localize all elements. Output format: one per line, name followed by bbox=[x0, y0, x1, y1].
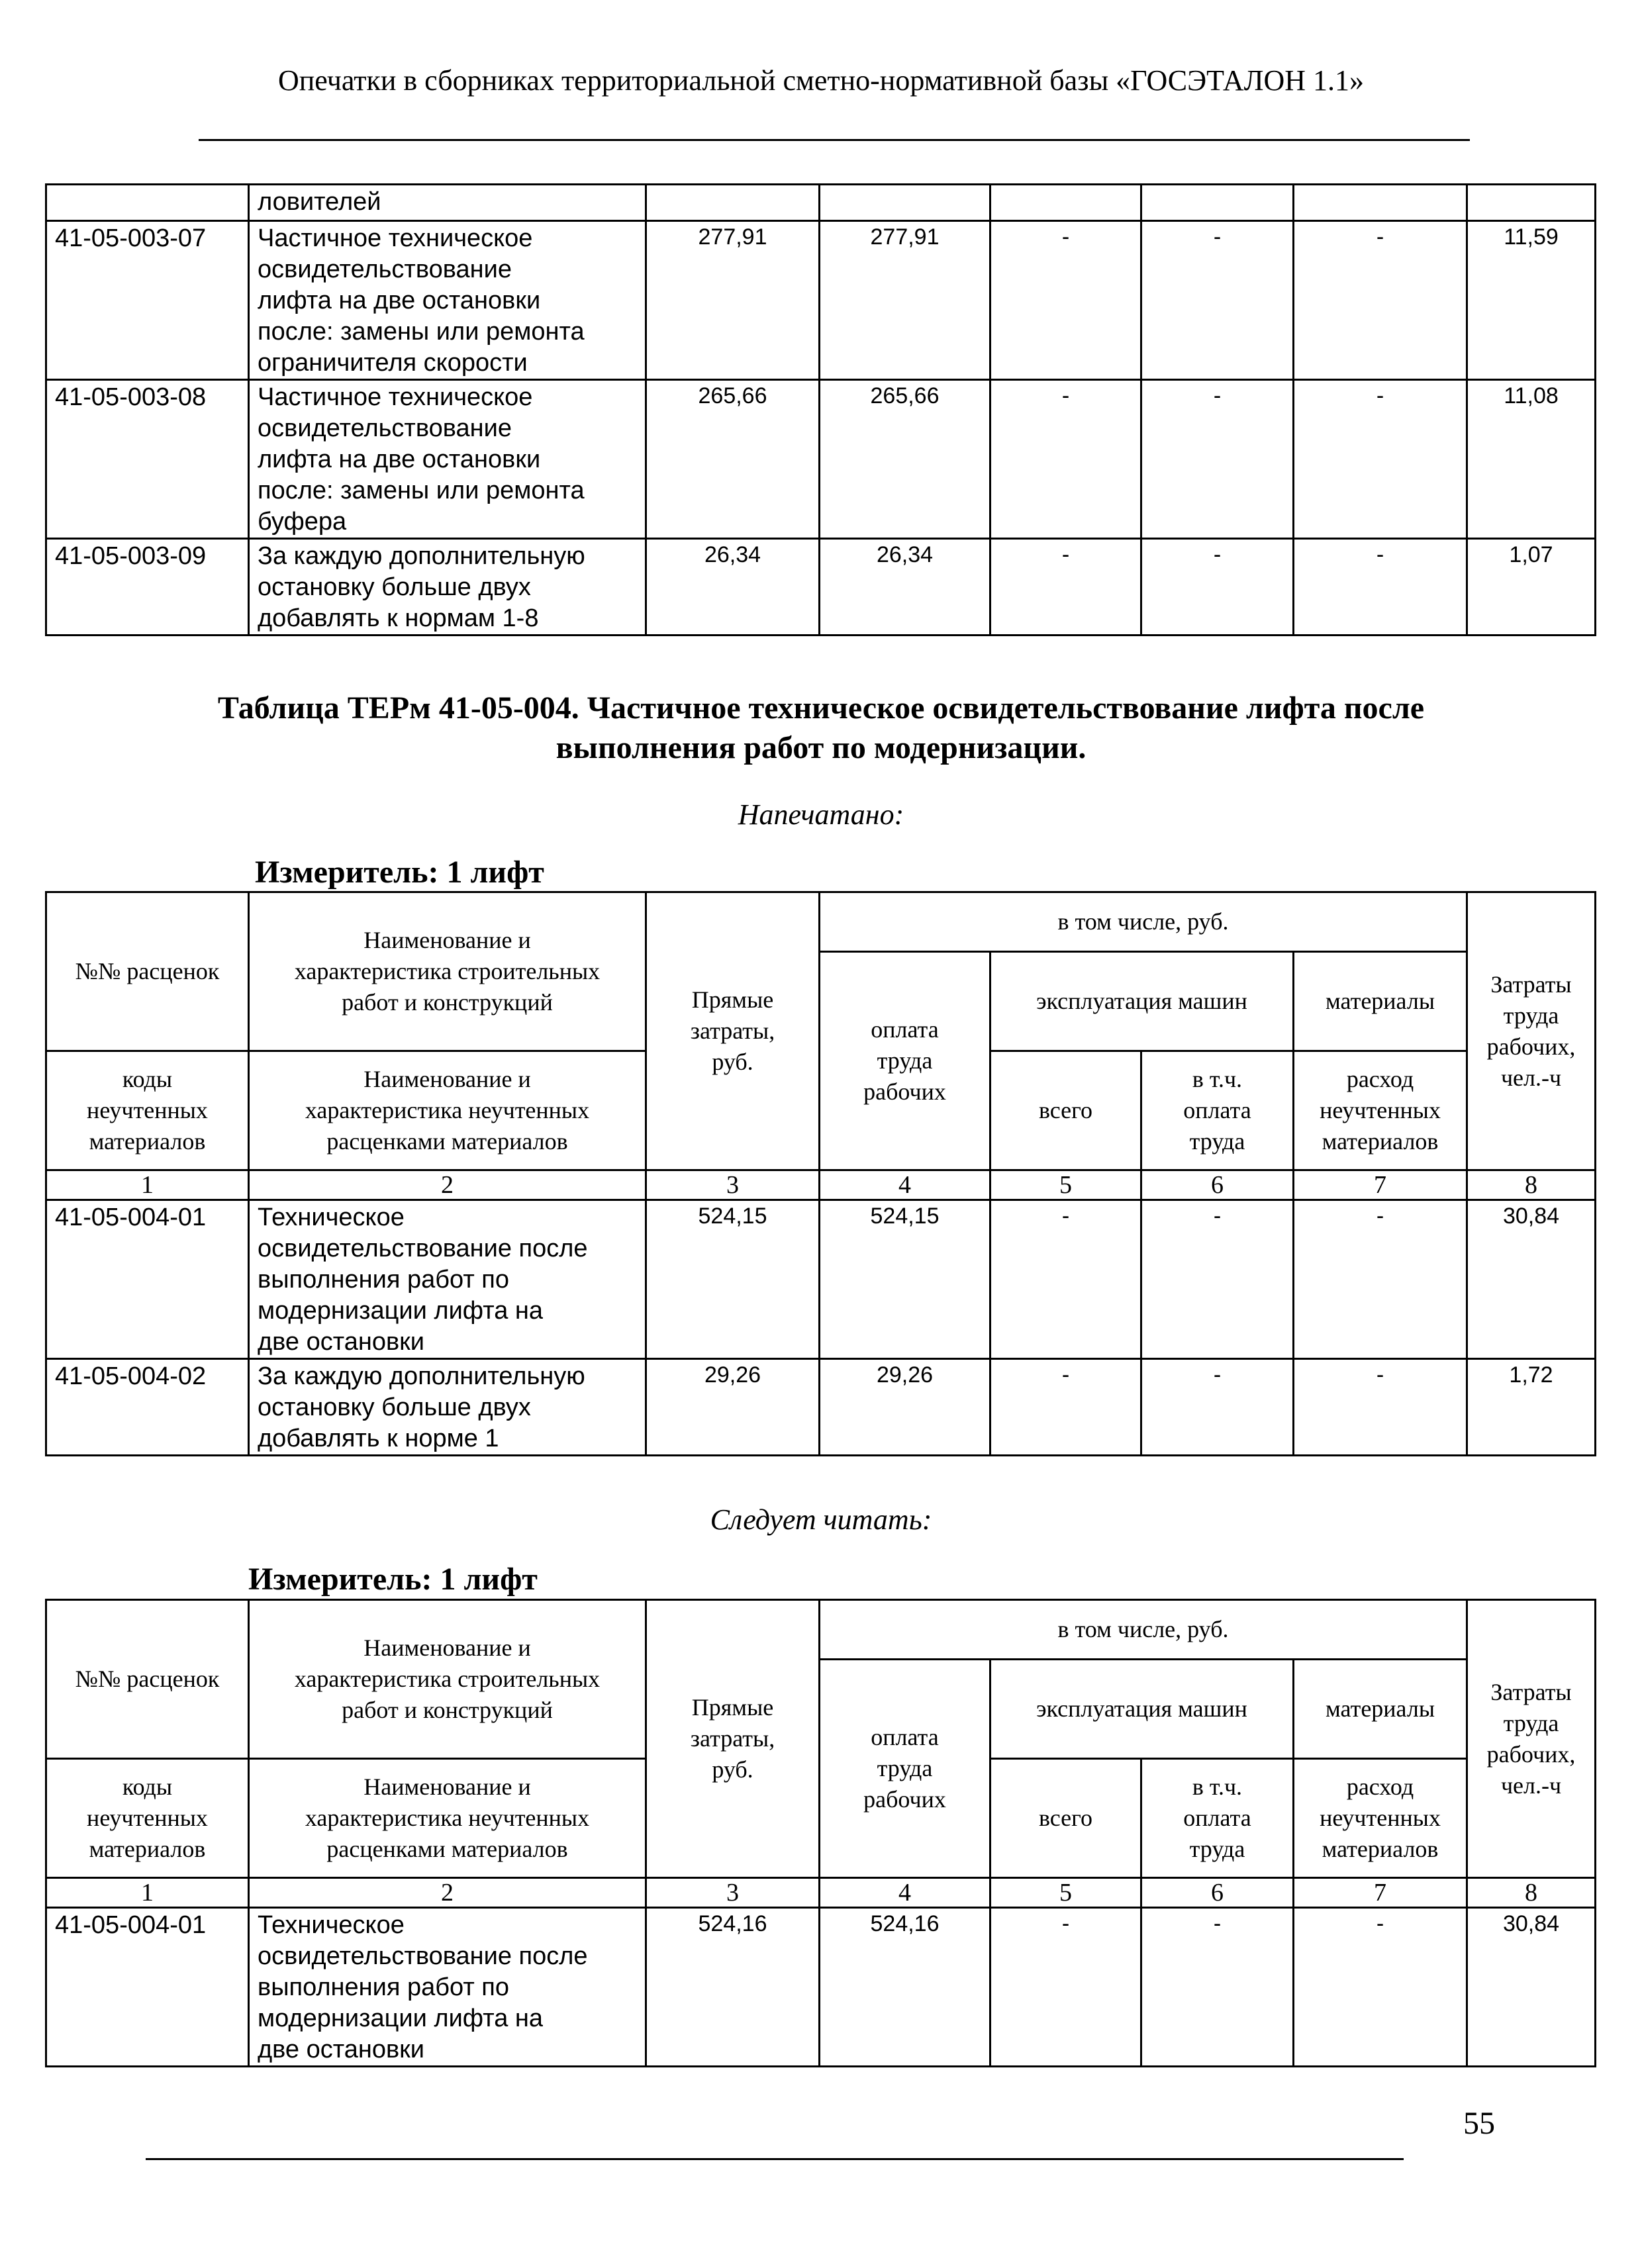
header-mat-usage: расход неучтенных материалов bbox=[1294, 1051, 1467, 1170]
header-mat-usage: расход неучтенных материалов bbox=[1294, 1759, 1467, 1878]
machines-labor: - bbox=[1141, 221, 1294, 380]
materials: - bbox=[1294, 539, 1467, 636]
footer-divider bbox=[146, 2158, 1404, 2160]
table-row bbox=[46, 1908, 1596, 2067]
direct-cost: 524,16 bbox=[646, 1908, 820, 2067]
rate-code: 41-05-003-07 bbox=[55, 224, 207, 252]
header-labor-hours: Затраты труда рабочих, чел.-ч bbox=[1467, 892, 1596, 1170]
machines-labor: - bbox=[1141, 1908, 1294, 2067]
direct-cost: 265,66 bbox=[646, 380, 820, 539]
header-codes: №№ расценок bbox=[46, 1600, 249, 1759]
labor-pay: 524,16 bbox=[820, 1908, 990, 2067]
materials: - bbox=[1294, 1359, 1467, 1456]
table-row bbox=[46, 185, 1596, 221]
header-name: Наименование и характеристика строительных работ и конструкций bbox=[249, 1600, 646, 1759]
header-materials: материалы bbox=[1294, 1660, 1467, 1759]
labor-pay: 524,15 bbox=[820, 1200, 990, 1359]
labor-hours: 30,84 bbox=[1467, 1908, 1596, 2067]
work-name: Техническое освидетельствование после выполнения работ по модернизации лифта на две остановки bbox=[258, 1911, 588, 2063]
labor-pay: 26,34 bbox=[820, 539, 990, 636]
machines-labor: - bbox=[1141, 380, 1294, 539]
labor-hours: 1,72 bbox=[1467, 1359, 1596, 1456]
corrected-table bbox=[45, 1599, 1596, 2067]
materials: - bbox=[1294, 1200, 1467, 1359]
header-direct-cost: Прямые затраты, руб. bbox=[646, 892, 820, 1170]
direct-cost: 26,34 bbox=[646, 539, 820, 636]
labor-hours: 11,08 bbox=[1467, 380, 1596, 539]
labor-pay: 265,66 bbox=[820, 380, 990, 539]
machines-labor: - bbox=[1141, 1359, 1294, 1456]
table-row bbox=[46, 539, 1596, 636]
meter-label: Измеритель: 1 лифт bbox=[255, 855, 544, 890]
header-labor-pay: оплата труда рабочих bbox=[820, 1660, 990, 1878]
labor-pay: 29,26 bbox=[820, 1359, 990, 1456]
continuation-text: ловителей bbox=[258, 188, 381, 216]
table-row bbox=[46, 221, 1596, 380]
labor-hours: 11,59 bbox=[1467, 221, 1596, 380]
should-read-label: Следует читать: bbox=[710, 1503, 932, 1536]
labor-pay: 277,91 bbox=[820, 221, 990, 380]
column-number-row: 1 2 3 4 5 6 7 8 bbox=[46, 1170, 1596, 1200]
printed-label: Напечатано: bbox=[738, 798, 904, 831]
machines-total: - bbox=[990, 221, 1141, 380]
table-row bbox=[46, 1200, 1596, 1359]
page-number: 55 bbox=[1463, 2106, 1495, 2141]
header-codes: №№ расценок bbox=[46, 892, 249, 1051]
direct-cost: 29,26 bbox=[646, 1359, 820, 1456]
rate-code: 41-05-004-02 bbox=[55, 1362, 207, 1390]
work-name: Частичное техническое освидетельствование лифта на две остановки после: замены или ремонта буфера bbox=[258, 383, 585, 536]
top-continuation-table bbox=[45, 183, 1596, 636]
work-name: За каждую дополнительную остановку больше двух добавлять к норме 1 bbox=[258, 1362, 585, 1452]
materials: - bbox=[1294, 221, 1467, 380]
column-number-row: 1 2 3 4 5 6 7 8 bbox=[46, 1878, 1596, 1908]
header-name: Наименование и характеристика строительных работ и конструкций bbox=[249, 892, 646, 1051]
header-machines-labor: в т.ч. оплата труда bbox=[1141, 1759, 1294, 1878]
direct-cost: 524,15 bbox=[646, 1200, 820, 1359]
printed-table bbox=[45, 891, 1596, 1456]
machines-total: - bbox=[990, 380, 1141, 539]
header-machines: эксплуатация машин bbox=[990, 1660, 1294, 1759]
page-header-title: Опечатки в сборниках территориальной сметно-нормативной базы «ГОСЭТАЛОН 1.1» bbox=[277, 64, 1365, 97]
rate-code: 41-05-004-01 bbox=[55, 1204, 207, 1231]
header-machines-total: всего bbox=[990, 1759, 1141, 1878]
rate-code: 41-05-003-08 bbox=[55, 383, 207, 411]
header-mat-codes: коды неучтенных материалов bbox=[46, 1051, 249, 1170]
header-materials: материалы bbox=[1294, 952, 1467, 1051]
direct-cost: 277,91 bbox=[646, 221, 820, 380]
table-row bbox=[46, 380, 1596, 539]
header-mat-name: Наименование и характеристика неучтенных расценками материалов bbox=[249, 1759, 646, 1878]
rate-code: 41-05-004-01 bbox=[55, 1911, 207, 1939]
materials: - bbox=[1294, 380, 1467, 539]
materials: - bbox=[1294, 1908, 1467, 2067]
machines-labor: - bbox=[1141, 1200, 1294, 1359]
header-mat-codes: коды неучтенных материалов bbox=[46, 1759, 249, 1878]
header-machines-total: всего bbox=[990, 1051, 1141, 1170]
header-including: в том числе, руб. bbox=[820, 892, 1467, 952]
machines-total: - bbox=[990, 539, 1141, 636]
header-labor-pay: оплата труда рабочих bbox=[820, 952, 990, 1170]
header-divider bbox=[199, 139, 1470, 141]
labor-hours: 1,07 bbox=[1467, 539, 1596, 636]
header-direct-cost: Прямые затраты, руб. bbox=[646, 1600, 820, 1878]
rate-code: 41-05-003-09 bbox=[55, 542, 207, 570]
header-machines: эксплуатация машин bbox=[990, 952, 1294, 1051]
labor-hours: 30,84 bbox=[1467, 1200, 1596, 1359]
machines-total: - bbox=[990, 1908, 1141, 2067]
work-name: Техническое освидетельствование после выполнения работ по модернизации лифта на две остановки bbox=[258, 1204, 588, 1356]
section-title: Таблица ТЕРм 41-05-004. Частичное техническое освидетельствование лифта после выполнения работ по модернизации. bbox=[217, 690, 1425, 765]
meter-label: Измеритель: 1 лифт bbox=[248, 1562, 538, 1597]
machines-total: - bbox=[990, 1359, 1141, 1456]
machines-total: - bbox=[990, 1200, 1141, 1359]
machines-labor: - bbox=[1141, 539, 1294, 636]
header-including: в том числе, руб. bbox=[820, 1600, 1467, 1660]
header-machines-labor: в т.ч. оплата труда bbox=[1141, 1051, 1294, 1170]
work-name: За каждую дополнительную остановку больше двух добавлять к нормам 1-8 bbox=[258, 542, 585, 632]
work-name: Частичное техническое освидетельствование лифта на две остановки после: замены или ремонта ограничителя скорости bbox=[258, 224, 585, 377]
table-row bbox=[46, 1359, 1596, 1456]
header-labor-hours: Затраты труда рабочих, чел.-ч bbox=[1467, 1600, 1596, 1878]
header-mat-name: Наименование и характеристика неучтенных расценками материалов bbox=[249, 1051, 646, 1170]
